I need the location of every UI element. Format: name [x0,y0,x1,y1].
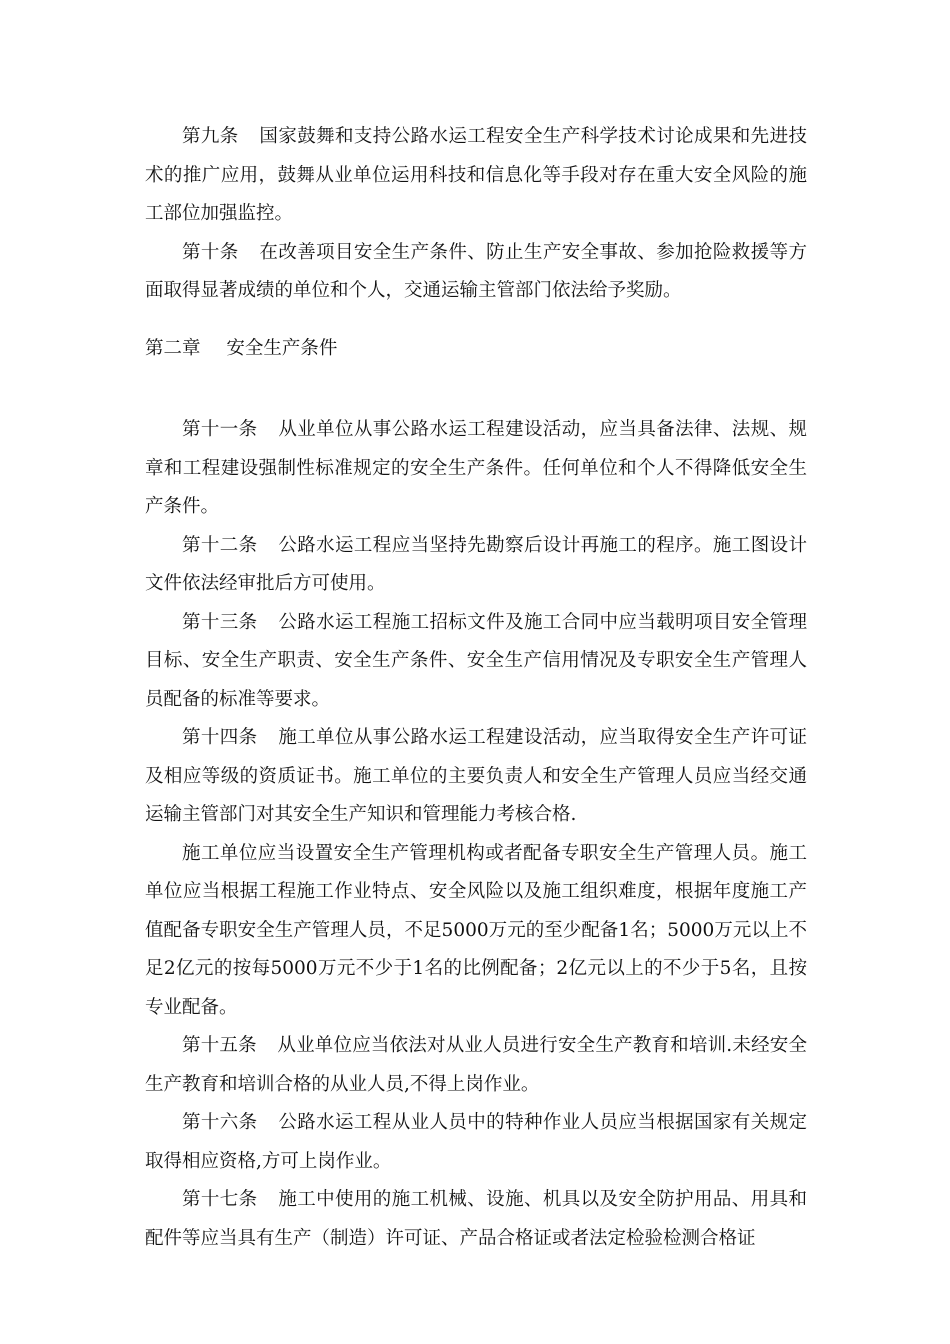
chapter-heading [145,330,807,369]
article-number: 第十六条 [182,1112,258,1133]
article-text: 公路水运工程施工招标文件及施工合同中应当载明项目安全管理目标、安全生产职责、安全生产条件、安全生产信用情况及专职安全生产管理人员配备的标准等要求。 [145,611,807,710]
article-17 [145,1181,807,1258]
article-11 [145,411,807,527]
article-number: 第十四条 [182,727,258,748]
article-12 [145,527,807,604]
article-number: 第十七条 [182,1189,258,1210]
article-9 [145,118,807,234]
article-13 [145,604,807,720]
article-text: 从业单位从事公路水运工程建设活动，应当具备法律、法规、规章和工程建设强制性标准规定的安全生产条件。任何单位和个人不得降低安全生产条件。 [145,419,807,517]
article-text: 施工单位从事公路水运工程建设活动，应当取得安全生产许可证及相应等级的资质证书。施工单位的主要负责人和安全生产管理人员应当经交通运输主管部门对其安全生产知识和管理能力考核合格. [145,727,807,825]
article-text: 公路水运工程应当坚持先勘察后设计再施工的程序。施工图设计文件依法经审批后方可使用。 [145,534,807,594]
article-14 [145,719,807,835]
article-number: 第十一条 [182,419,258,440]
chapter-title: 安全生产条件 [226,337,338,359]
paragraph-text: 施工单位应当设置安全生产管理机构或者配备专职安全生产管理人员。施工单位应当根据工程施工作业特点、安全风险以及施工组织难度，根据年度施工产值配备专职安全生产管理人员，不足5000万元的至少配备1名；5000万元以上不足2亿元的按每5000万元不少于1名的比例配备；2亿元以上的不少于5名，且按专业配备。 [145,842,807,1018]
article-14-paragraph-2 [145,835,807,1028]
article-10 [145,234,807,311]
article-number: 第九条 [182,126,239,147]
article-text: 在改善项目安全生产条件、防止生产安全事故、参加抢险救援等方面取得显著成绩的单位和个人，交通运输主管部门依法给予奖励。 [145,241,807,301]
article-text: 公路水运工程从业人员中的特种作业人员应当根据国家有关规定取得相应资格,方可上岗作业。 [145,1112,807,1172]
article-number: 第十五条 [182,1035,257,1056]
article-number: 第十条 [182,241,239,263]
article-15 [145,1027,807,1104]
article-text: 国家鼓舞和支持公路水运工程安全生产科学技术讨论成果和先进技术的推广应用，鼓舞从业单位运用科技和信息化等手段对存在重大安全风险的施工部位加强监控。 [145,126,807,224]
article-number: 第十三条 [182,611,258,633]
article-text: 从业单位应当依法对从业人员进行安全生产教育和培训.未经安全生产教育和培训合格的从业人员,不得上岗作业。 [145,1035,807,1095]
article-16 [145,1104,807,1181]
article-text: 施工中使用的施工机械、设施、机具以及安全防护用品、用具和配件等应当具有生产（制造）许可证、产品合格证或者法定检验检测合格证 [145,1189,807,1249]
chapter-number: 第二章 [145,337,201,359]
document-body [145,118,807,1258]
article-number: 第十二条 [182,534,258,556]
